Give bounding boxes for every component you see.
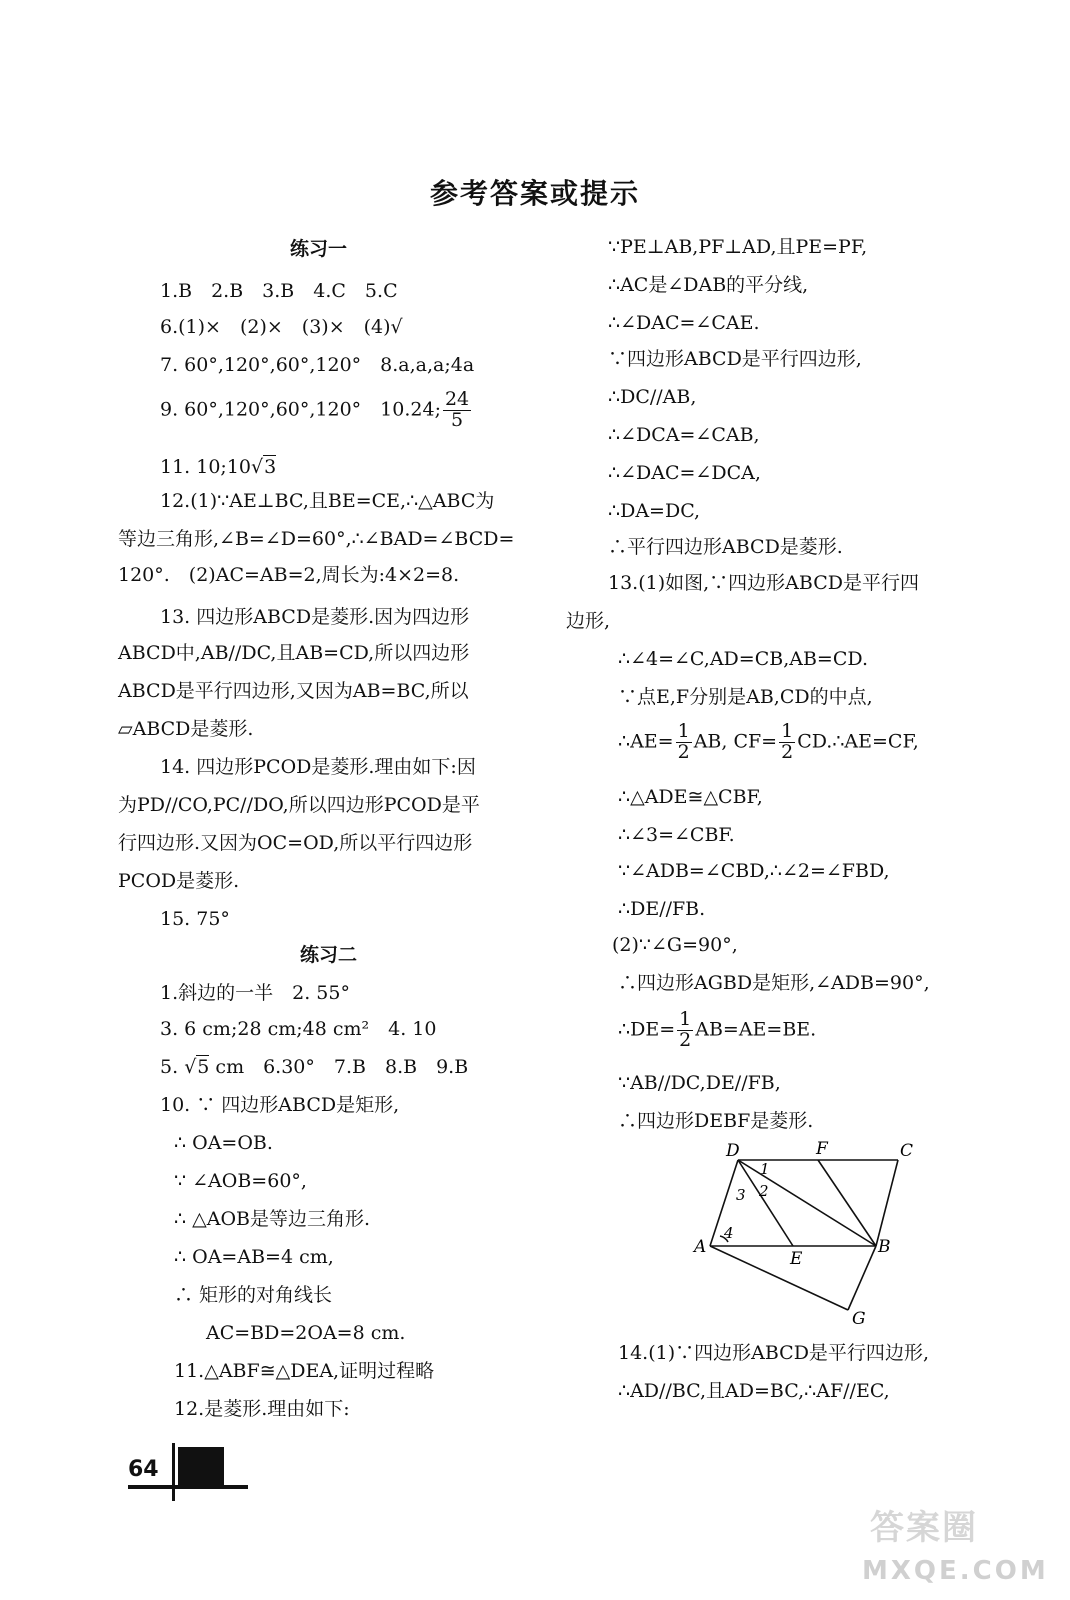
answer-line: ∴∠4=∠C,AD=CB,AB=CD.: [618, 648, 868, 670]
answer-line: ∵四边形ABCD是平行四边形,: [608, 348, 862, 370]
answer-line: ∴∠DCA=∠CAB,: [608, 424, 760, 446]
label-G: G: [852, 1309, 866, 1329]
radicand: 5: [197, 1056, 210, 1078]
numerator: 1: [677, 720, 690, 742]
page-tab-mark: [178, 1447, 224, 1485]
answer-text: cm 6.30° 7.B 8.B 9.B: [209, 1056, 469, 1078]
radicand: 3: [264, 456, 277, 478]
answer-text: ∴AE=: [618, 730, 674, 753]
answer-line-sqrt: [160, 458, 276, 477]
answer-text: 11. 10;10: [160, 456, 252, 478]
answer-line: ▱ABCD是菱形.: [118, 718, 254, 740]
page-title: 参考答案或提示: [429, 177, 640, 210]
sqrt-expression: √5: [184, 1056, 210, 1078]
answer-line-sqrt: [160, 1058, 468, 1077]
label-B: B: [878, 1237, 891, 1257]
section-heading-1: 练习一: [290, 238, 348, 260]
answer-line: 12.(1)∵AE⊥BC,且BE=CE,∴△ABC为: [160, 490, 495, 512]
sqrt-expression: √3: [251, 456, 277, 478]
answer-line: ∵点E,F分别是AB,CD的中点,: [618, 686, 873, 708]
answer-line: ∴ OA=AB=4 cm,: [174, 1246, 334, 1268]
label-D: D: [726, 1141, 740, 1161]
answer-line: 13. 四边形ABCD是菱形.因为四边形: [160, 606, 470, 628]
answer-line: 11.△ABF≅△DEA,证明过程略: [174, 1360, 435, 1382]
answer-line: ∴四边形DEBF是菱形.: [618, 1110, 814, 1132]
answer-line-fraction: [618, 1010, 816, 1051]
page-number: 64: [128, 1457, 159, 1482]
answer-line: 120°. (2)AC=AB=2,周长为:4×2=8.: [118, 564, 460, 586]
answer-line: ∴ △AOB是等边三角形.: [174, 1208, 371, 1230]
answer-line: ∴AC是∠DAB的平分线,: [608, 274, 809, 296]
answer-line: 3. 6 cm;28 cm;48 cm² 4. 10: [160, 1018, 437, 1040]
fraction-half: [676, 722, 692, 763]
answer-line: 13.(1)如图,∵四边形ABCD是平行四: [608, 572, 919, 594]
answer-line: 行四边形.又因为OC=OD,所以平行四边形: [118, 832, 473, 854]
answer-line-fraction: [618, 722, 919, 763]
label-C: C: [900, 1141, 914, 1161]
answer-line: 6.(1)× (2)× (3)× (4)√: [160, 316, 403, 338]
answer-line: 10. ∵ 四边形ABCD是矩形,: [160, 1094, 400, 1116]
answer-line: ∴平行四边形ABCD是菱形.: [608, 536, 843, 558]
label-E: E: [790, 1249, 803, 1269]
answer-line: 1.斜边的一半 2. 55°: [160, 982, 350, 1004]
angle-label-4: 4: [724, 1224, 734, 1242]
answer-line: 7. 60°,120°,60°,120° 8.a,a,a;4a: [160, 354, 475, 376]
angle-label-3: 3: [736, 1186, 746, 1204]
answer-text: CD.∴AE=CF,: [797, 730, 919, 753]
answer-line-fraction: [160, 390, 473, 431]
denominator: 5: [451, 408, 464, 431]
answer-text: ∴DE=: [618, 1018, 676, 1041]
answer-line: ∴四边形AGBD是矩形,∠ADB=90°,: [618, 972, 930, 994]
parallelogram-figure: [680, 1140, 940, 1330]
answer-text: AB=AE=BE.: [695, 1018, 817, 1041]
fraction: [443, 390, 471, 431]
label-A: A: [694, 1237, 707, 1257]
watermark-url: MXQE.COM: [862, 1556, 1049, 1586]
answer-line: 12.是菱形.理由如下:: [174, 1398, 350, 1420]
answer-line: ∴∠3=∠CBF.: [618, 824, 735, 846]
angle-label-2: 2: [759, 1182, 769, 1200]
answer-text: 9. 60°,120°,60°,120° 10.24;: [160, 398, 441, 421]
answer-line: ∴DC//AB,: [608, 386, 697, 408]
numerator: 24: [444, 388, 470, 410]
denominator: 2: [677, 740, 690, 763]
answer-line: ∴△ADE≅△CBF,: [618, 786, 763, 808]
answer-line: ABCD是平行四边形,又因为AB=BC,所以: [118, 680, 469, 702]
section-heading-2: 练习二: [300, 944, 358, 966]
watermark-logo: 答案圈: [870, 1508, 978, 1548]
answer-line: ABCD中,AB//DC,且AB=CD,所以四边形: [118, 642, 470, 664]
answer-line: ∴ OA=OB.: [174, 1132, 273, 1154]
answer-line: 为PD//CO,PC//DO,所以四边形PCOD是平: [118, 794, 480, 816]
answer-text: AB, CF=: [693, 730, 778, 753]
answer-line: ∵∠ADB=∠CBD,∴∠2=∠FBD,: [618, 860, 890, 882]
answer-line: 14. 四边形PCOD是菱形.理由如下:因: [160, 756, 476, 778]
answer-text: 5.: [160, 1056, 179, 1078]
angle-label-1: 1: [760, 1160, 770, 1178]
answer-line: 等边三角形,∠B=∠D=60°,∴∠BAD=∠BCD=: [118, 528, 515, 550]
answer-line: ∵AB//DC,DE//FB,: [618, 1072, 781, 1094]
fraction-half: [677, 1010, 693, 1051]
label-F: F: [816, 1140, 828, 1159]
fraction-half: [779, 722, 795, 763]
answer-line: 14.(1)∵四边形ABCD是平行四边形,: [618, 1342, 929, 1364]
answer-line: ∴DA=DC,: [608, 500, 701, 522]
answer-line: ∴∠DAC=∠CAE.: [608, 312, 760, 334]
answer-line: ∵PE⊥AB,PF⊥AD,且PE=PF,: [608, 236, 868, 258]
answer-line: ∴AD//BC,且AD=BC,∴AF//EC,: [618, 1380, 890, 1402]
answer-line: ∴DE//FB.: [618, 898, 706, 920]
numerator: 1: [679, 1008, 692, 1030]
denominator: 2: [679, 1028, 692, 1051]
answer-line: 15. 75°: [160, 908, 230, 930]
answer-line: ∴ 矩形的对角线长: [174, 1284, 333, 1306]
answer-line: 1.B 2.B 3.B 4.C 5.C: [160, 280, 398, 302]
answer-line: AC=BD=2OA=8 cm.: [206, 1322, 406, 1344]
answer-line: ∵ ∠AOB=60°,: [174, 1170, 307, 1192]
footer-rule: [128, 1485, 248, 1489]
footer-vertical-rule: [172, 1443, 175, 1501]
answer-line: PCOD是菱形.: [118, 870, 240, 892]
numerator: 1: [781, 720, 794, 742]
answer-line: 边形,: [566, 610, 611, 632]
denominator: 2: [781, 740, 794, 763]
answer-line: (2)∵∠G=90°,: [612, 934, 738, 956]
answer-line: ∴∠DAC=∠DCA,: [608, 462, 761, 484]
